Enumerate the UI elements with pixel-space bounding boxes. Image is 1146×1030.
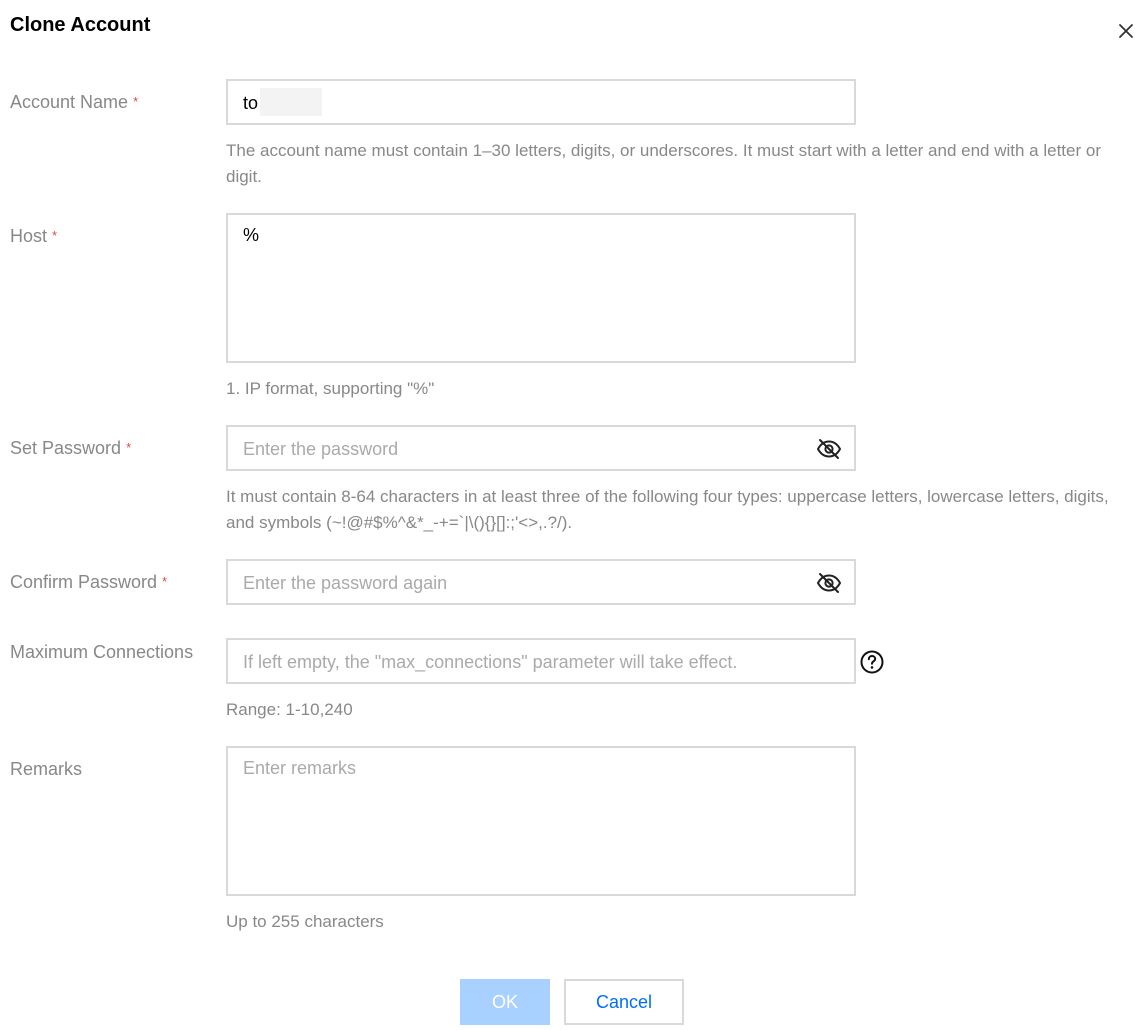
account-name-label-text: Account Name [10,92,129,112]
help-button[interactable] [859,649,885,675]
max-connections-placeholder: If left empty, the "max_connections" parameter will take effect. [243,652,738,672]
close-button[interactable] [1114,18,1138,42]
max-connections-label: Maximum Connections [10,642,194,662]
set-password-hint: It must contain 8-64 characters in at least three of the following four types: uppercase letters, lowercase letters, digits, and symbols (~!@#$%^&*_-+=`|\(){}[]:;'<>,.?/). [226,487,1109,532]
set-password-label-text: Set Password [10,438,122,458]
account-name-value: to [243,93,259,113]
host-textarea[interactable] [226,213,856,363]
eye-off-icon [816,571,842,595]
host-label-text: Host [10,226,48,246]
max-connections-hint: Range: 1-10,240 [226,700,353,719]
remarks-placeholder: Enter remarks [243,758,357,778]
question-circle-icon [859,649,885,675]
required-mark: * [126,440,132,455]
set-password-input[interactable] [226,425,856,471]
eye-off-icon [816,437,842,461]
set-password-placeholder: Enter the password [243,439,399,459]
confirm-password-label-text: Confirm Password [10,572,158,592]
ok-button[interactable]: OK [460,979,550,1025]
close-icon [1114,18,1138,42]
remarks-textarea[interactable] [226,746,856,896]
confirm-password-input[interactable] [226,559,856,605]
account-name-hint: The account name must contain 1–30 letters, digits, or underscores. It must start with a letter and end with a letter or digit. [226,141,1101,186]
toggle-confirm-password-visibility-button[interactable] [816,571,842,595]
required-mark: * [162,574,168,589]
remarks-hint: Up to 255 characters [226,912,384,931]
host-value: % [243,225,260,245]
set-password-label [10,438,131,459]
remarks-label: Remarks [10,759,83,779]
required-mark: * [133,94,139,109]
confirm-password-placeholder: Enter the password again [243,573,448,593]
host-label [10,226,57,247]
account-name-input[interactable] [226,79,856,125]
max-connections-input[interactable] [226,638,856,684]
toggle-password-visibility-button[interactable] [816,437,842,461]
redacted-text-block [260,88,322,116]
cancel-button[interactable]: Cancel [564,979,684,1025]
required-mark: * [52,228,58,243]
confirm-password-label [10,572,167,593]
account-name-label [10,92,138,113]
host-hint: 1. IP format, supporting "%" [226,379,435,398]
dialog-title: Clone Account [10,14,151,36]
